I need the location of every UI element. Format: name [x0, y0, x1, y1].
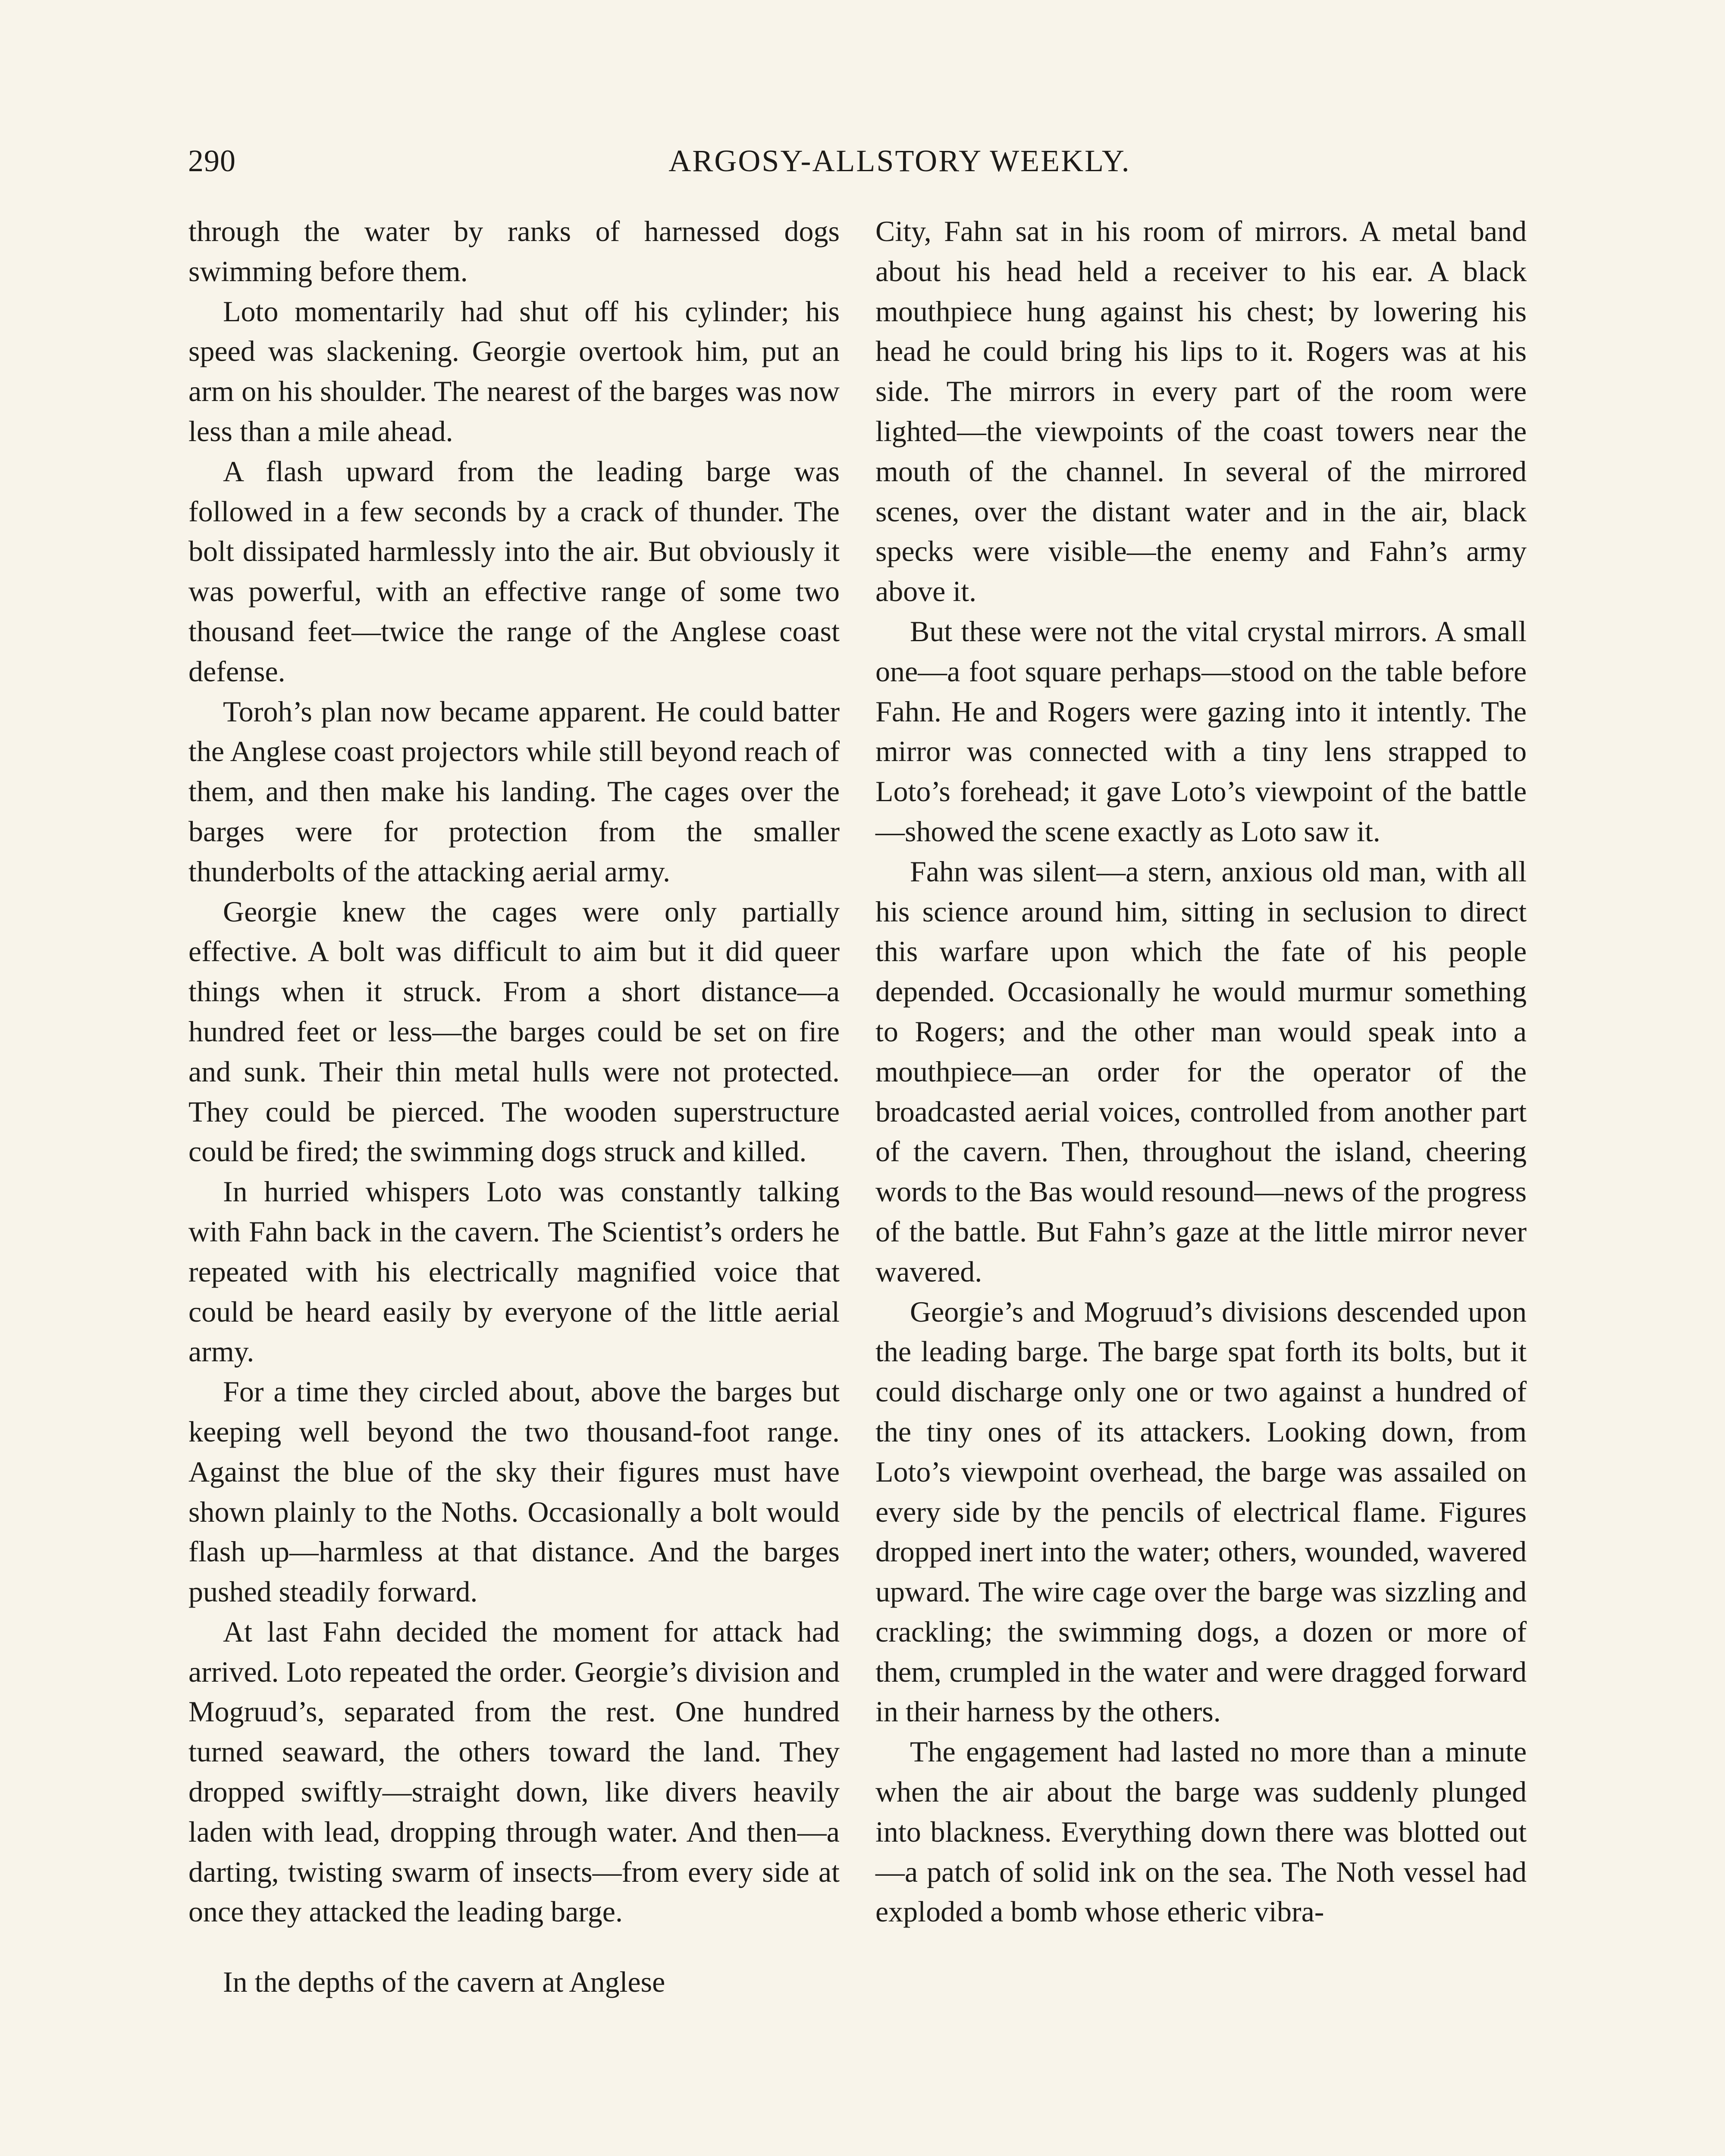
paragraph: The engagement had lasted no more than a minute when the air about the barge was suddenly plunged into blackness. Everything down there was blotted out—a patch of solid ink on the sea. The Noth vessel had exploded a bomb whose etheric vibra-: [875, 1735, 1527, 1928]
paragraph: Georgie knew the cages were only partially effective. A bolt was difficult to aim but it did queer things when it struck. From a short distance—a hundred feet or less—the barges could be set on fire and sunk. Their thin metal hulls were not protected. They could be pierced. The wooden superstructure could be fired; the swimming dogs struck and killed.: [188, 895, 840, 1168]
page-header: [188, 137, 1542, 185]
left-column: [188, 211, 840, 2002]
paragraph: A flash upward from the leading barge was followed in a few seconds by a crack of thunder. The bolt dissipated harmlessly into the air. But obviously it was powerful, with an effective range of some two thousand feet—twice the range of the Anglese coast defense.: [188, 454, 840, 688]
paragraph: Fahn was silent—a stern, anxious old man, with all his science around him, sitting in seclusion to direct this warfare upon which the fate of his people depended. Occasionally he would murmur something to Rogers; and the other man would speak into a mouthpiece—an order for the operator of the broadcasted aerial voices, controlled from another part of the cavern. Then, throughout the island, cheering words to the Bas would resound—news of the progress of the battle. But Fahn’s gaze at the little mirror never wavered.: [875, 855, 1527, 1288]
paragraph: City, Fahn sat in his room of mirrors. A metal band about his head held a receiver to his ear. A black mouthpiece hung against his chest; by lowering his head he could bring his lips to it. Rogers was at his side. The mirrors in every part of the room were lighted—the viewpoints of the coast towers near the mouth of the channel. In several of the mirrored scenes, over the distant water and in the air, black specks were visible—the enemy and Fahn’s army above it.: [875, 215, 1527, 608]
paragraph: In hurried whispers Loto was constantly talking with Fahn back in the cavern. The Scientist’s orders he repeated with his electrically magnified voice that could be heard easily by everyone of the little aerial army.: [188, 1175, 840, 1368]
paragraph: At last Fahn decided the moment for attack had arrived. Loto repeated the order. Georgie’s division and Mogruud’s, separated from the rest. One hundred turned seaward, the others toward the land. They dropped swiftly—straight down, like divers heavily laden with lead, dropping through water. And then—a darting, twisting swarm of insects—from every side at once they attacked the leading barge.: [188, 1615, 840, 1928]
paragraph: Toroh’s plan now became apparent. He could batter the Anglese coast projectors while still beyond reach of them, and then make his landing. The cages over the barges were for protection from the smaller thunderbolts of the attacking aerial army.: [188, 695, 840, 888]
paragraph: In the depths of the cavern at Anglese: [223, 1965, 665, 1999]
paragraph: through the water by ranks of harnessed dogs swimming before them.: [188, 215, 840, 288]
page-number: 290: [188, 144, 236, 178]
right-column: [875, 211, 1527, 1932]
paragraph: For a time they circled about, above the barges but keeping well beyond the two thousand-foot range. Against the blue of the sky their figures must have shown plainly to the Noths. Occasionally a bolt would flash up—harmless at that distance. And the barges pushed steadily forward.: [188, 1375, 840, 1608]
paragraph: But these were not the vital crystal mirrors. A small one—a foot square perhaps—stood on the table before Fahn. He and Rogers were gazing into it intently. The mirror was connected with a tiny lens strapped to Loto’s forehead; it gave Loto’s viewpoint of the battle—showed the scene exactly as Loto saw it.: [875, 614, 1527, 848]
section-break: [188, 1932, 840, 1962]
running-head: ARGOSY-ALLSTORY WEEKLY.: [668, 144, 1131, 178]
paragraph: Georgie’s and Mogruud’s divisions descended upon the leading barge. The barge spat forth its bolts, but it could discharge only one or two against a hundred of the tiny ones of its attackers. Looking down, from Loto’s viewpoint overhead, the barge was assailed on every side by the pencils of electrical flame. Figures dropped inert into the water; others, wounded, wavered upward. The wire cage over the barge was sizzling and crackling; the swimming dogs, a dozen or more of them, crumpled in the water and were dragged forward in their harness by the others.: [875, 1295, 1527, 1728]
paragraph: Loto momentarily had shut off his cylinder; his speed was slackening. Georgie overtook him, put an arm on his shoulder. The nearest of the barges was now less than a mile ahead.: [188, 295, 840, 448]
